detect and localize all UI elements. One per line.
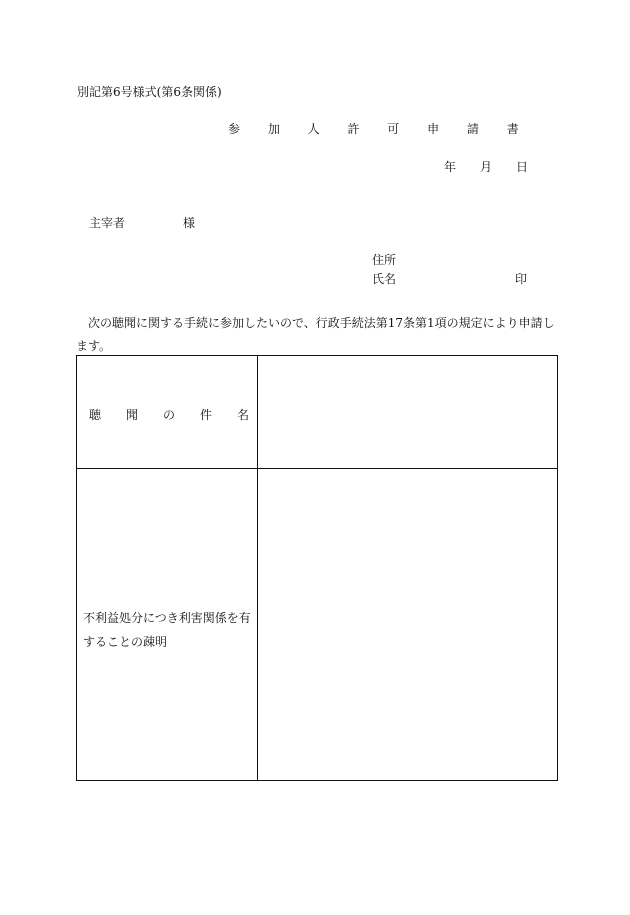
address-label: 住所 (372, 253, 397, 267)
hearing-matter-char: の (162, 408, 175, 422)
page-title: 参 加 人 許 可 申 請 書 (228, 122, 531, 136)
addressee-label: 主宰者 (89, 216, 126, 230)
interest-explanation-label: 不利益処分につき利害関係を有することの疎明 (83, 611, 251, 649)
hearing-matter-char: 名 (236, 408, 249, 422)
application-table (76, 355, 558, 781)
form-label: 別記第6号様式(第6条関係) (77, 85, 222, 99)
name-label: 氏名 (372, 272, 397, 286)
hearing-matter-field[interactable] (258, 356, 558, 468)
hearing-matter-label (89, 406, 249, 423)
date-year-label: 年 (444, 160, 457, 174)
hearing-matter-char: 件 (199, 408, 212, 422)
seal-label: 印 (515, 272, 528, 286)
application-statement: 次の聴聞に関する手続に参加したいので、行政手続法第17条第1項の規定により申請します。 (76, 316, 555, 353)
date-month-label: 月 (480, 160, 493, 174)
honorific-label: 様 (183, 216, 196, 230)
hearing-matter-char: 聴 (89, 408, 102, 422)
hearing-matter-char: 聞 (125, 408, 138, 422)
interest-explanation-field[interactable] (258, 469, 558, 781)
date-day-label: 日 (516, 160, 529, 174)
